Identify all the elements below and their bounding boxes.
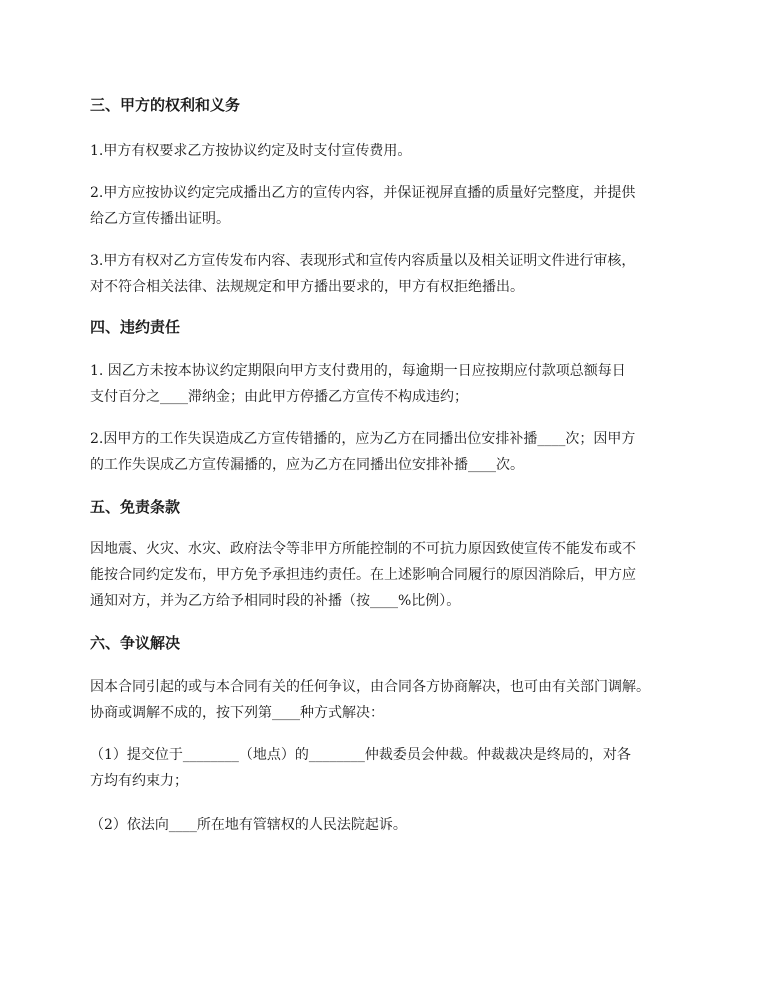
paragraph-line: 1.甲方有权要求乙方按协议约定及时支付宣传费用。 [90, 143, 412, 159]
paragraph-line: 2.甲方应按协议约定完成播出乙方的宣传内容，并保证视屏直播的质量好完整度，并提供 [90, 185, 636, 201]
paragraph-line: 给乙方宣传播出证明。 [90, 211, 230, 227]
paragraph-line: 通知对方，并为乙方给予相同时段的补播（按____%比例）。 [90, 593, 461, 609]
paragraph-line: 2.因甲方的工作失误造成乙方宣传错播的，应为乙方在同播出位安排补播____次；因甲方 [90, 431, 636, 447]
paragraph-line: 方均有约束力； [90, 773, 188, 789]
paragraph-line: 因地震、火灾、水灾、政府法令等非甲方所能控制的不可抗力原因致使宣传不能发布或不 [90, 541, 636, 557]
paragraph-line: （2）依法向____所在地有管辖权的人民法院起诉。 [90, 817, 407, 833]
paragraph [90, 742, 690, 794]
paragraph [90, 138, 690, 164]
paragraph [90, 426, 690, 478]
paragraph [90, 674, 690, 726]
paragraph [90, 358, 690, 410]
paragraph-line: 能按合同约定发布，甲方免予承担违约责任。在上述影响合同履行的原因消除后，甲方应 [90, 567, 636, 583]
paragraph-line: 3.甲方有权对乙方宣传发布内容、表现形式和宣传内容质量以及相关证明文件进行审核， [90, 253, 636, 269]
paragraph-line: （1）提交位于________（地点）的________仲裁委员会仲裁。仲裁裁决是终局的，对各 [90, 747, 631, 763]
paragraph [90, 248, 690, 300]
paragraph [90, 536, 690, 614]
section-heading: 五、免责条款 [90, 498, 181, 516]
paragraph [90, 812, 690, 838]
paragraph [90, 180, 690, 232]
paragraph-line: 1. 因乙方未按本协议约定期限向甲方支付费用的，每逾期一日应按期应付款项总额每日 [90, 363, 626, 379]
paragraph-line: 的工作失误成乙方宣传漏播的，应为乙方在同播出位安排补播____次。 [90, 457, 524, 473]
section-heading: 三、甲方的权利和义务 [90, 96, 241, 114]
paragraph-line: 因本合同引起的或与本合同有关的任何争议，由合同各方协商解决，也可由有关部门调解。 [90, 679, 650, 695]
paragraph-line: 协商或调解不成的，按下列第____种方式解决： [90, 705, 384, 721]
section-heading: 四、违约责任 [90, 318, 181, 336]
paragraph-line: 对不符合相关法律、法规规定和甲方播出要求的，甲方有权拒绝播出。 [90, 279, 524, 295]
paragraph-line: 支付百分之____滞纳金；由此甲方停播乙方宣传不构成违约； [90, 389, 468, 405]
section-heading: 六、争议解决 [90, 634, 181, 652]
